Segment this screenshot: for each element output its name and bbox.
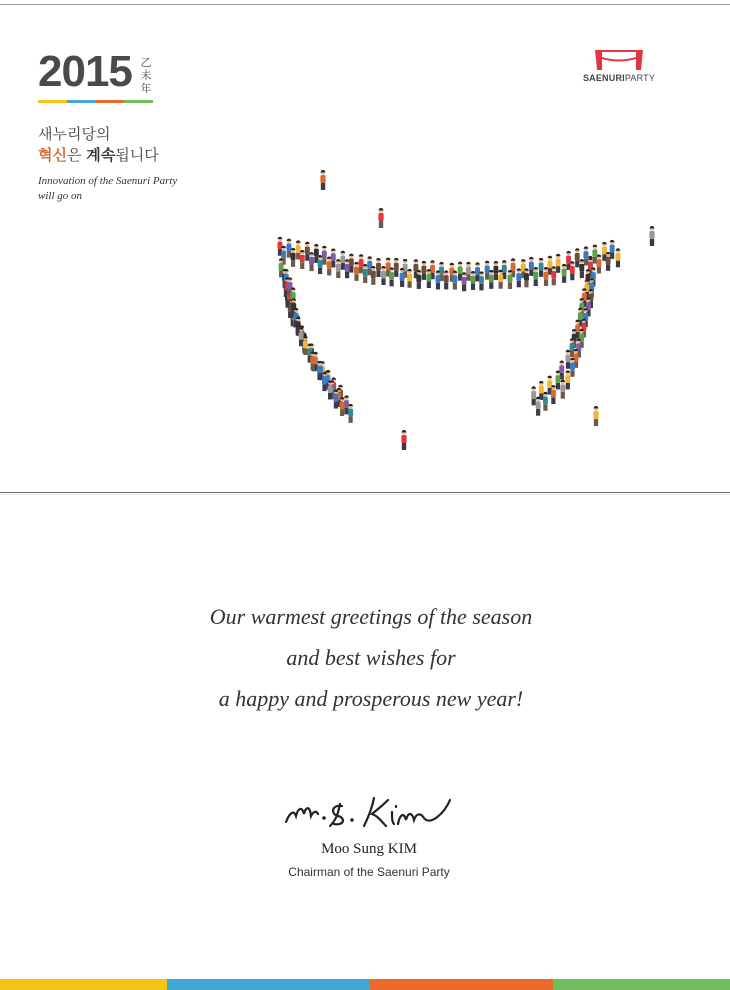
person-figure [320, 170, 325, 190]
person-figure [551, 266, 556, 285]
person-figure [305, 242, 310, 261]
person-figure [340, 397, 345, 416]
person-figure [616, 248, 621, 267]
person-figure [570, 261, 575, 280]
person-figure [314, 244, 319, 263]
person-figure [498, 270, 503, 289]
fold-line [0, 492, 730, 493]
person-figure [363, 264, 368, 283]
person-figure [543, 392, 548, 411]
person-figure [560, 380, 565, 399]
person-figure [309, 252, 314, 271]
year-label: 2015 [38, 47, 132, 96]
slogan-text: 은 [66, 146, 87, 164]
person-figure [416, 270, 421, 289]
person-figure [529, 257, 534, 276]
person-figure [489, 270, 494, 289]
color-segment [67, 100, 96, 103]
person-figure [421, 261, 426, 280]
greeting-line-1: Our warmest greetings of the season [209, 604, 533, 629]
person-figure [349, 254, 354, 273]
person-figure [606, 252, 611, 271]
person-figure [317, 361, 322, 380]
color-segment [96, 100, 125, 103]
bottom-color-bar [0, 979, 730, 990]
person-figure [318, 255, 323, 274]
slogan-line-2 [38, 145, 159, 166]
person-figure [562, 264, 567, 283]
person-figure [524, 268, 529, 287]
person-figure [579, 259, 584, 278]
card-top-edge [0, 4, 730, 5]
zodiac-label [139, 56, 153, 95]
party-logo-text [574, 73, 664, 83]
slogan-bold: 계속 [86, 146, 116, 164]
person-figure [452, 271, 457, 290]
person-figure [531, 386, 536, 405]
zodiac-char: 未 [140, 69, 152, 82]
slogan-line-1: 새누리당의 [38, 125, 111, 143]
fold-shadow [0, 494, 730, 495]
logo-name-light: PARTY [624, 73, 656, 83]
party-logo-icon [591, 48, 647, 72]
person-figure [583, 246, 588, 265]
person-figure [466, 262, 471, 281]
person-figure [394, 258, 399, 277]
person-figure [322, 372, 327, 391]
person-figure [328, 380, 333, 399]
person-figure [493, 261, 498, 280]
person-figure [566, 350, 571, 369]
person-figure [471, 271, 476, 290]
english-slogan-line-1: Innovation of the Saenuri Party [38, 175, 178, 187]
color-segment [370, 979, 553, 990]
person-figure [291, 248, 296, 267]
person-figure [407, 269, 412, 288]
person-figure [596, 254, 601, 273]
person-figure [516, 268, 521, 287]
person-figure [401, 430, 406, 450]
person-figure [436, 270, 441, 289]
person-figure [389, 267, 394, 286]
person-figure [336, 259, 341, 278]
person-figure [508, 270, 513, 289]
english-slogan-line-2: will go on [38, 190, 83, 202]
signature [280, 792, 460, 832]
person-figure [371, 266, 376, 285]
greeting-message [0, 596, 730, 719]
person-figure [444, 270, 449, 289]
person-figure [381, 266, 386, 285]
korean-slogan [38, 124, 159, 166]
person-figure [303, 336, 308, 355]
person-figure [544, 267, 549, 286]
person-figure [340, 251, 345, 270]
person-figure [426, 269, 431, 288]
color-segment [0, 979, 167, 990]
person-figure [310, 352, 315, 371]
person-figure [551, 385, 556, 404]
person-figure [575, 248, 580, 267]
person-figure [345, 259, 350, 278]
person-figure [299, 327, 304, 346]
person-figure [333, 390, 338, 409]
person-figure [322, 246, 327, 265]
slogan-end: 됩니다 [115, 146, 159, 164]
color-segment [553, 979, 730, 990]
logo-name-bold: SAENURI [582, 73, 625, 83]
english-slogan [38, 174, 208, 204]
party-logo [574, 48, 664, 83]
person-figure [354, 262, 359, 281]
greeting-line-2: and best wishes for [286, 645, 456, 670]
person-figure [610, 240, 615, 259]
person-figure [539, 258, 544, 277]
person-figure [511, 258, 516, 277]
person-figure [536, 397, 541, 416]
person-figure [533, 267, 538, 286]
person-figure [556, 254, 561, 273]
person-figure [649, 226, 654, 246]
person-figure [539, 381, 544, 400]
greeting-line-3: a happy and prosperous new year! [218, 686, 524, 711]
person-figure [565, 370, 570, 389]
color-segment [38, 100, 67, 103]
slogan-accent: 혁신 [38, 146, 67, 164]
person-figure [327, 257, 332, 276]
year-color-bar [38, 100, 153, 103]
year-block [38, 47, 152, 96]
person-figure [479, 271, 484, 290]
person-figure [300, 250, 305, 269]
person-figure [555, 370, 560, 389]
zodiac-char: 乙 [140, 56, 152, 69]
signer-title: Chairman of the Saenuri Party [288, 865, 450, 879]
person-figure [378, 208, 383, 228]
person-figure [570, 358, 575, 377]
color-segment [167, 979, 370, 990]
person-figure [593, 406, 598, 426]
crowd-illustration [260, 160, 680, 460]
person-figure [400, 268, 405, 287]
zodiac-char: 年 [140, 82, 152, 95]
person-figure [376, 258, 381, 277]
person-figure [348, 404, 353, 423]
signer-name: Moo Sung KIM [321, 841, 417, 857]
color-segment [124, 100, 153, 103]
person-figure [462, 272, 467, 291]
